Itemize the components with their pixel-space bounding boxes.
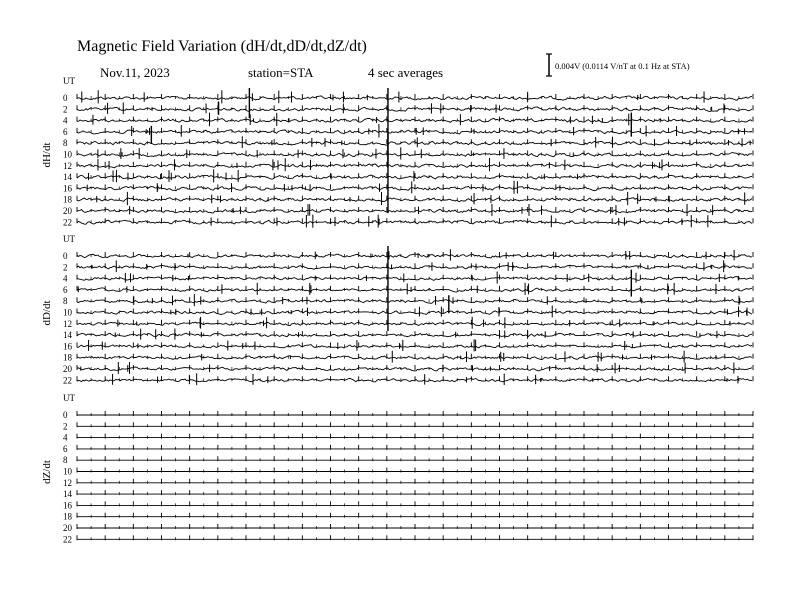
row-label: 6 (63, 443, 68, 454)
scale-bar-icon (546, 54, 552, 76)
trace-line (77, 220, 752, 224)
ut-axis-label: UT (63, 234, 75, 244)
trace-line (77, 152, 752, 156)
row-label: 18 (63, 511, 72, 522)
panel-dDdt (41, 234, 753, 385)
row-label: 4 (63, 432, 68, 443)
trace-line (77, 209, 752, 213)
row-label: 22 (63, 375, 72, 386)
station-label: station=STA (248, 65, 314, 80)
trace-line (77, 118, 752, 122)
row-label: 20 (63, 206, 72, 216)
trace-line (77, 378, 752, 382)
row-label: 14 (63, 172, 72, 183)
row-label: 22 (63, 534, 72, 545)
row-label: 18 (63, 352, 72, 363)
trace-line (77, 130, 752, 134)
row-label: 8 (63, 138, 68, 149)
chart-title: Magnetic Field Variation (dH/dt,dD/dt,dZ/dt) (77, 38, 367, 55)
row-label: 0 (63, 251, 68, 261)
row-label: 2 (63, 104, 68, 115)
row-label: 16 (63, 500, 72, 511)
row-label: 6 (63, 284, 68, 295)
trace-line (77, 367, 752, 371)
row-label: 4 (63, 273, 68, 284)
row-label: 20 (63, 364, 72, 374)
row-label: 12 (63, 318, 72, 329)
row-label: 14 (63, 489, 72, 500)
row-label: 0 (63, 93, 68, 103)
row-label: 16 (63, 183, 72, 194)
panel-ylabel: dZ/dt (41, 460, 53, 484)
trace-line (77, 175, 752, 179)
trace-line (77, 322, 752, 326)
row-label: 4 (63, 115, 68, 126)
row-label: 10 (63, 149, 72, 160)
panel-ylabel: dH/dt (41, 142, 53, 168)
trace-line (77, 310, 752, 314)
row-label: 18 (63, 194, 72, 205)
averaging-label: 4 sec averages (368, 65, 444, 80)
row-label: 8 (63, 455, 68, 466)
row-label: 16 (63, 341, 72, 352)
scale-note: 0.004V (0.0114 V/nT at 0.1 Hz at STA) (555, 61, 690, 71)
trace-line (77, 186, 752, 190)
row-label: 12 (63, 477, 72, 488)
row-label: 22 (63, 217, 72, 228)
panel-ylabel: dD/dt (41, 300, 53, 326)
trace-line (77, 277, 752, 281)
trace-line (77, 198, 752, 202)
panels-group (41, 76, 753, 544)
trace-line (77, 265, 752, 269)
ut-axis-label: UT (63, 76, 75, 86)
trace-line (77, 333, 752, 337)
trace-line (77, 288, 752, 292)
trace-line (77, 345, 752, 348)
row-label: 12 (63, 160, 72, 171)
trace-line (77, 96, 752, 100)
trace-line (77, 164, 752, 168)
panel-dHdt (41, 76, 753, 228)
row-label: 8 (63, 296, 68, 307)
trace-line (77, 107, 752, 112)
row-label: 10 (63, 307, 72, 318)
row-label: 20 (63, 523, 72, 533)
row-label: 10 (63, 466, 72, 477)
trace-line (77, 299, 752, 303)
row-label: 0 (63, 410, 68, 420)
row-label: 6 (63, 126, 68, 137)
ut-axis-label: UT (63, 393, 75, 403)
trace-line (77, 141, 752, 145)
row-label: 2 (63, 421, 68, 432)
row-label: 14 (63, 330, 72, 341)
trace-line (77, 254, 752, 258)
row-label: 2 (63, 262, 68, 273)
date-label: Nov.11, 2023 (100, 65, 170, 80)
panel-dZdt (41, 393, 753, 544)
trace-line (77, 356, 752, 360)
